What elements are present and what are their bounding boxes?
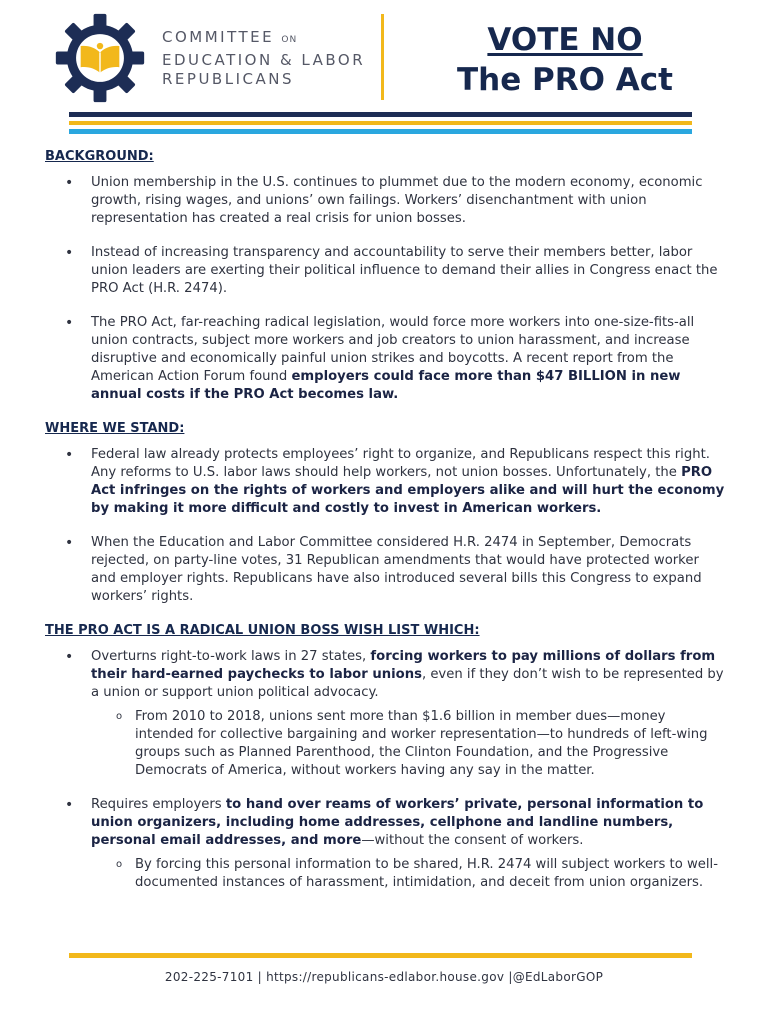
committee-line3: REPUBLICANS [162,70,294,88]
committee-name [162,28,365,90]
sub-list-item: o From 2010 to 2018, unions sent more than $1.6 billion in member dues—money intended for collective bargaining and worker representation—to hundreds of left-wing groups such as Planned Parenthood, the Clinton Foundation, and the Progressive Democrats of America, without workers having any say in the matter. [91,708,725,780]
footer-divider [69,953,692,958]
committee-line2: EDUCATION & LABOR [162,50,366,69]
list-item: • Instead of increasing transparency and accountability to serve their members better, labor union leaders are exerting their political influence to demand their allies in Congress enact the PRO Act (H.R. 2474). [45,244,725,298]
navy-stripe [69,112,692,117]
committee-line1: COMMITTEE [162,28,275,46]
sub-list [91,708,725,780]
background-list [45,174,725,404]
wishlist-list [45,648,725,892]
list-item: • When the Education and Labor Committee considered H.R. 2474 in September, Democrats rejected, on party-line votes, 31 Republican amendments that would have protected worker and employer rights. Republicans have also introduced several bills this Congress to expand workers’ rights. [45,534,725,606]
wishlist-heading: THE PRO ACT IS A RADICAL UNION BOSS WISH LIST WHICH: [45,623,480,638]
blue-stripe [69,129,692,134]
list-item: • Federal law already protects employees’ right to organize, and Republicans respect this right. Any reforms to U.S. labor laws should help workers, not union bosses. Unfortunately, the PRO Act infringes on the rights of workers and employers alike and will hurt the economy by making it more difficult and costly to invest in American workers. [45,446,725,518]
gold-stripe [69,121,692,125]
footer-contact: 202-225-7101 | https://republicans-edlabor.house.gov |@EdLaborGOP [164,970,604,984]
header-divider [381,14,384,100]
sub-list-item: o By forcing this personal information to be shared, H.R. 2474 will subject workers to well-documented instances of harassment, intimidation, and deceit from union organizers. [91,856,725,892]
title-vote-no: VOTE NO [487,22,643,58]
page-title [420,22,710,102]
title-pro-act: The PRO Act [457,62,673,98]
stand-heading: WHERE WE STAND: [45,421,185,436]
list-item: • The PRO Act, far-reaching radical legislation, would force more workers into one-size-fits-all union contracts, subject more workers and job creators to union harassment, and increase disruptive and economically painful union strikes and boycotts. A recent report from the American Action Forum found employers could face more than $47 BILLION in new annual costs if the PRO Act becomes law. [45,314,725,404]
list-item: • Requires employers to hand over reams of workers’ private, personal information to union organizers, including home addresses, cellphone and landline numbers, personal email addresses, and more—without the consent of workers. o By forcing this personal information to be shared, H.R. 2474 will subject workers to well-documented instances of harassment, intimidation, and deceit from union organizers. [45,796,725,892]
sub-list [91,856,725,892]
page-header [0,0,768,110]
list-item: • Overturns right-to-work laws in 27 states, forcing workers to pay millions of dollars from their hard-earned paychecks to labor unions, even if they don’t wish to be represented by a union or support union political advocacy. o From 2010 to 2018, unions sent more than $1.6 billion in member dues—money intended for collective bargaining and worker representation—to hundreds of left-wing groups such as Planned Parenthood, the Clinton Foundation, and the Progressive Democrats of America, without workers having any say in the matter. [45,648,725,780]
stand-list [45,446,725,606]
gear-with-open-book-icon [54,12,146,104]
list-item: • Union membership in the U.S. continues to plummet due to the modern economy, economic growth, rising wages, and unions’ own failings. Workers’ disenchantment with union representation has created a real crisis for union bosses. [45,174,725,228]
background-heading: BACKGROUND: [45,149,154,164]
document-body [45,148,725,908]
committee-on: ON [281,35,298,45]
